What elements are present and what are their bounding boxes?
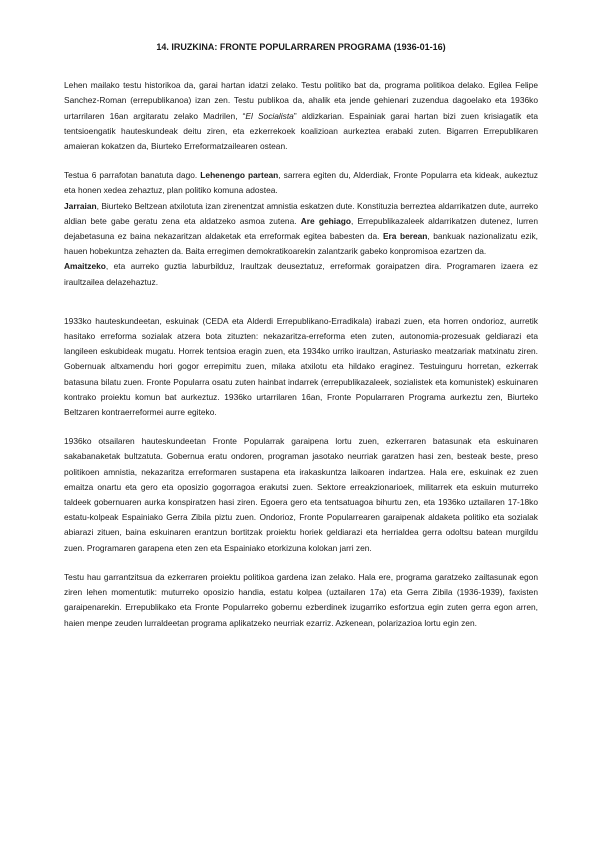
bold-term: Lehenengo partean bbox=[200, 170, 279, 181]
text-span: , eta aurreko guztia laburbilduz, Iraultzak deuseztatuz, erreformak goraipatzen dira. Programaren izaera ez iraultzailea delazehaztuz. bbox=[64, 261, 538, 287]
structure-line-2 bbox=[64, 199, 538, 260]
text-span: , Biurteko Beltzean atxilotuta izan zirenentzat amnistia eskatzen dute. Konstituzia berreztea aldarrikatzen dute, aurreko aldian bete gabe geratu zena eta aldatzeko asmoa zutena. bbox=[64, 200, 538, 226]
bold-term: Era berean bbox=[382, 231, 428, 242]
paragraph-conclusion: Testu hau garrantzitsua da ezkerraren proiektu politikoa gardena izan zelako. Hala ere, programa garatzeko zailtasunak egon ziren lehen momentutik: muturreko oposizio handia, estatu kolpea (uztailaren 17a) eta Gerra Zibila (1936-1939), faxisten garaipenarekin. Errepublikako eta Fronte Popularreko gobernu ezberdinek izugarriko esfortzua egin zuten gerra egon arren, haien menpe zeuden lurraldeetan programa aplikatzeko neurriak ezarriz. Azkenean, polarizazioa lortu egin zen. bbox=[64, 571, 538, 628]
bold-term: Jarraian bbox=[64, 200, 97, 211]
structure-line-3 bbox=[64, 259, 538, 289]
page-title: 14. IRUZKINA: FRONTE POPULARRAREN PROGRAMA (1936-01-16) bbox=[156, 42, 446, 52]
structure-line-1 bbox=[64, 168, 538, 198]
paragraph-intro bbox=[64, 78, 538, 154]
bold-term: Are gehiago bbox=[300, 215, 351, 226]
text-span: , sarrera egiten du, Alderdiak, Fronte Popularra eta kideak, aukeztuz eta honen xedea zehaztuz, plan politiko komuna adostea. bbox=[64, 170, 538, 196]
newspaper-name: El Socialista bbox=[245, 110, 294, 121]
paragraph-structure bbox=[64, 168, 538, 290]
intro-text: Lehen mailako testu historikoa da, garai hartan idatzi zelako. Testu politiko bat da, programa politikoa delako. Egilea Felipe Sanchez-Roman (errepublikanoa) izan zen. Testu publikoa da, ahalik eta jende gehienari zuzendua dagoelako eta 1936ko urtarrilaren 16an argitaratu zelako Madrilen, “ bbox=[64, 80, 538, 121]
paragraph-consequences: 1936ko otsailaren hauteskundeetan Fronte Popularrak garaipena lortu zuen, ezkerraren batasunak eta eskuinaren sakabanaketak bultzatuta. Gobernua eratu ondoren, programan jasotako neurriak garatzen hasi zen, besteak beste, preso politikoen amnistia, nekazaritza erreformaren sustapena eta irakaskuntza laikoaren indartzea. Hala ere, eskuinak ez zuen emaitza onartu eta gero eta oposizio gogorragoa erakutsi zuen. Sektore erreakzionarioek, militarrek eta eskuin muturreko taldeek gobernuaren aurka konspiratzen hasi ziren. Egoera gero eta tentsatuagoa bihurtu zen, eta 1936ko uztailaren 17-18ko estatu-kolpeak Espainiako Gerra Zibila piztu zuen. Ondorioz, Fronte Popularrearen garaipenak aldaketa politiko eta sozialak abiarazi zituen, baina eskuinaren erantzun bortitzak proiektu horiek geldiarazi eta herrialdea gerra odoltsu batean murgildu zuen. Programaren garapena eten zen eta Espainiako etorkizuna kolokan jarri zen. bbox=[64, 436, 538, 553]
intro-text-end: ” aldizkarian. Espainiak garai hartan bizi zuen krisiagatik eta tentsioengatik hauteskundeak deitu ziren, eta ezkerrekoek koalizioan aurkeztea erabaki zuten. Bigarren Errepublikaren amaieran kokatzen da, Biurteko Erreformatzailearen ostean. bbox=[64, 110, 538, 152]
text-span: Testua 6 parrafotan banatuta dago. bbox=[64, 170, 201, 181]
paragraph-context: 1933ko hauteskundeetan, eskuinak (CEDA eta Alderdi Errepublikano-Erradikala) irabazi zuen, eta horren ondorioz, aurretik hasitako erreforma sozialak atzera bota zituzten: nekazaritza-erreforma eten zuten, autonomia-prozesuak geldiarazi eta langileen eskubideak mugatu. Horrek tentsioa eragin zuen, eta 1934ko urriko iraultzan, Asturiasko meatzariak matxinatu ziren. Gobernuak altxamendu hori gogor errepimitu zuen, milaka atxilotu eta hildako eraginez. Testuinguru horretan, ezkerrak batasuna bilatu zuen. Fronte Popularra osatu zuten hainbat indarrek (errepublikazaleek, sozialistek eta komunistek) eskuinaren kontrako proiektu komun bat aurkeztuz. 1936ko urtarrilaren 16an, Fronte Popularraren Programa aurkeztu zen, Biurteko Beltzaren kontraerreformei aurre egiteko. bbox=[64, 315, 538, 418]
text-span: , Errepublikazaleek aldarrikatzen dutenez, lurren dejabetasuna ez baina nekazaritzan aldaketak eta erreformak egitea babesten da. bbox=[64, 215, 538, 242]
text-span: , bankuak nazionalizatu ezik, hauen hobekuntza zehazten da. Baita erregimen demokratikoarekin zalantzarik gabeko konpromisoa ezartzen da. bbox=[64, 231, 538, 257]
bold-term: Amaitzeko bbox=[64, 261, 106, 272]
